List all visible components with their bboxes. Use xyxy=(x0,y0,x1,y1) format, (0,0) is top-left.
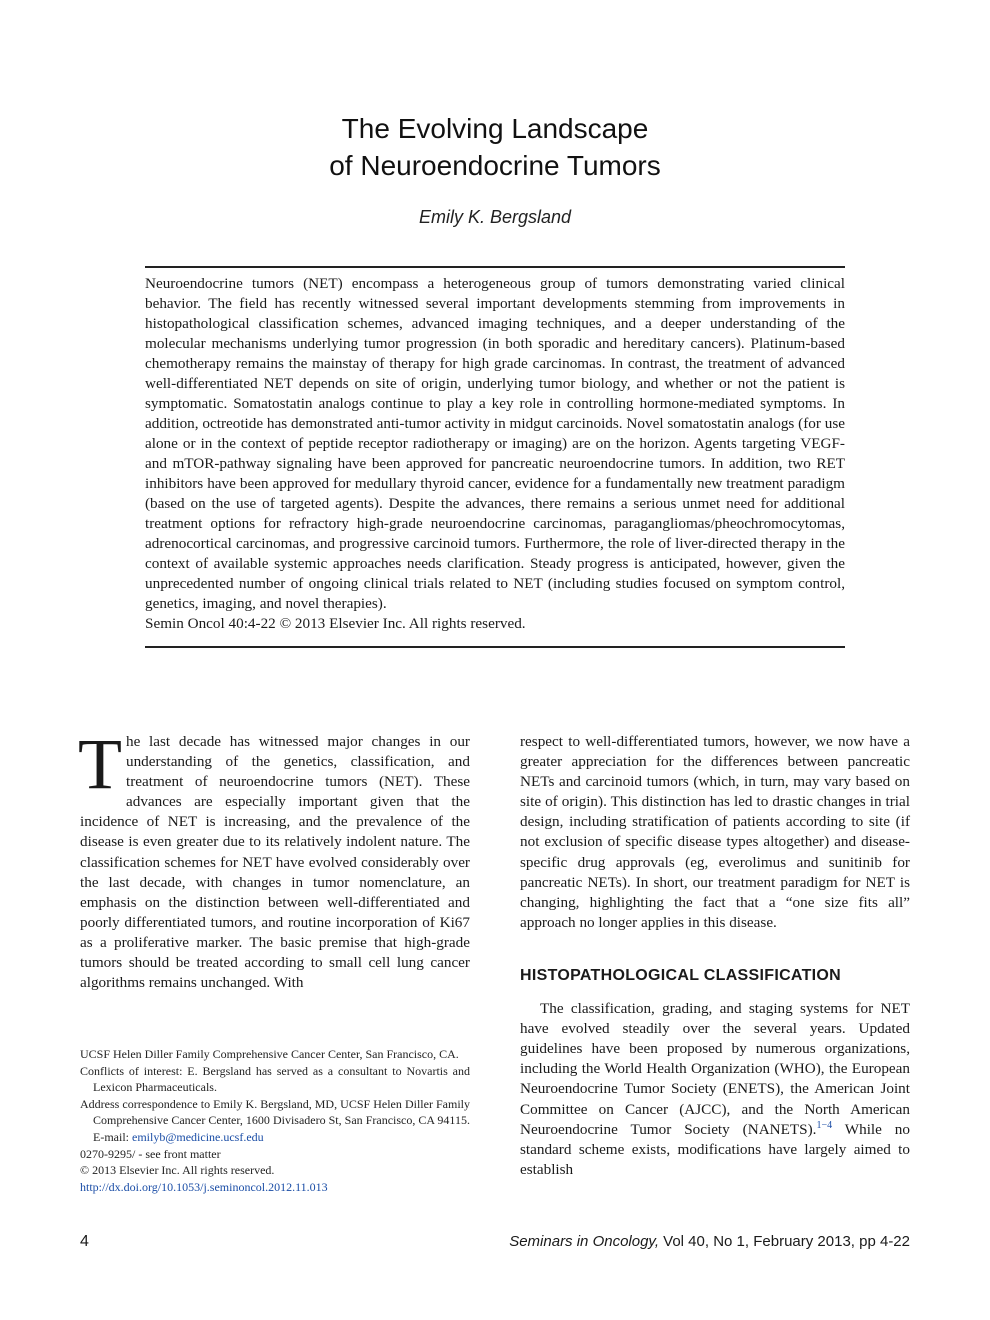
body-column-left xyxy=(78,724,470,993)
abstract-text xyxy=(145,274,845,634)
intro-paragraph xyxy=(78,724,470,993)
drop-cap: T xyxy=(78,724,122,804)
correspondence-text: Address correspondence to Emily K. Bergsland, MD, UCSF Helen Diller Family Comprehensive Cancer Center, 1600 Divisadero St, San Francisco, CA 94115. E-mail: xyxy=(80,1096,470,1144)
article-title xyxy=(0,110,990,184)
email-link[interactable]: emilyb@medicine.ucsf.edu xyxy=(132,1129,264,1144)
section-paragraph xyxy=(520,999,910,1180)
intro-continued-paragraph: respect to well-differentiated tumors, however, we now have a greater appreciation for the differences between pancreatic NETs and carcinoid tumors (which, in turn, may vary based on site of origin). This distinction has led to drastic changes in trial design, including stratification of patients according to site (if not exclusion of specific disease types altogether) and disease-specific drug approvals (eg, everolimus and sunitinib for pancreatic NETs). In short, our treatment paradigm for NET is changing, highlighting the fact that a “one size fits all” approach no longer applies in this disease. xyxy=(520,733,910,931)
section-text-2: While no standard scheme exists, modifications have largely aimed to establish xyxy=(520,1120,910,1178)
author-name: Emily K. Bergsland xyxy=(418,207,572,227)
footnote-copyright: © 2013 Elsevier Inc. All rights reserved. xyxy=(80,1163,275,1178)
section-heading-histopathology: HISTOPATHOLOGICAL CLASSIFICATION xyxy=(520,966,842,984)
footnote-conflicts: Conflicts of interest: E. Bergsland has served as a consultant to Novartis and Lexicon Pharmaceuticals. xyxy=(80,1063,470,1095)
title-line-2: of Neuroendocrine Tumors xyxy=(329,150,661,181)
intro-text: he last decade has witnessed major changes in our understanding of the genetics, classification, and treatment of neuroendocrine tumors (NET). These advances are especially important given that the incidence of NET is increasing, and the prevalence of the disease is even greater due to its relatively indolent nature. The classification schemes for NET have evolved considerably over the last decade, with changes in tumor nomenclature, an emphasis on the distinction between well-differentiated and poorly differentiated tumors, and routine incorporation of Ki67 as a proliferative marker. The basic premise that high-grade tumors should be treated according to small cell lung cancer algorithms remains unchanged. With xyxy=(80,733,470,992)
body-column-right xyxy=(520,732,910,1180)
section-text-1: The classification, grading, and staging systems for NET have evolved steadily over the several years. Updated guidelines have been proposed by numerous organizations, including the World Health Organization (WHO), the European Neuroendocrine Tumor Society (ENETS), the American Joint Committee on Cancer (AJCC), and the North American Neuroendocrine Tumor Society (NANETS). xyxy=(520,1000,910,1138)
footnote-correspondence xyxy=(80,1096,470,1146)
footnote-issn: 0270-9295/ - see front matter xyxy=(80,1146,221,1161)
journal-name: Seminars in Oncology, xyxy=(509,1233,659,1250)
abstract-citation: Semin Oncol 40:4-22 © 2013 Elsevier Inc. All rights reserved. xyxy=(145,615,526,632)
journal-citation xyxy=(509,1233,910,1250)
reference-link[interactable]: 1−4 xyxy=(816,1119,833,1131)
title-line-1: The Evolving Landscape xyxy=(341,113,649,144)
footnotes xyxy=(80,1046,470,1195)
journal-details: Vol 40, No 1, February 2013, pp 4-22 xyxy=(659,1233,910,1250)
footnote-affiliation: UCSF Helen Diller Family Comprehensive Cancer Center, San Francisco, CA. xyxy=(80,1047,459,1061)
abstract-body: Neuroendocrine tumors (NET) encompass a heterogeneous group of tumors demonstrating varied clinical behavior. The field has recently witnessed several important developments stemming from improvements in histopathological classification schemes, advanced imaging techniques, and a deeper understanding of the molecular mechanisms underlying tumor progression (in both sporadic and hereditary cancers). Platinum-based chemotherapy remains the mainstay of therapy for high grade carcinomas. In contrast, the treatment of advanced well-differentiated NET depends on site of origin, underlying tumor biology, and whether or not the patient is symptomatic. Somatostatin analogs continue to play a key role in controlling hormone-mediated symptoms. In addition, octreotide has demonstrated anti-tumor activity in midgut carcinoids. Novel somatostatin analogs (for use alone or in the context of peptide receptor radiotherapy or imaging) are on the horizon. Agents targeting VEGF- and mTOR-pathway signaling have been approved for pancreatic neuroendocrine tumors. In addition, two RET inhibitors have been approved for medullary thyroid cancer, evidence for a fundamentally new treatment paradigm (based on the use of targeted agents). Despite the advances, there remains a serious unmet need for additional treatment options for refractory high-grade neuroendocrine carcinomas, paragangliomas/pheochromocytomas, adrenocortical carcinomas, and progressive carcinoid tumors. Furthermore, the role of liver-directed therapy in the context of available systemic approaches needs clarification. Steady progress is anticipated, however, given the unprecedented number of ongoing clinical trials related to NET (including studies focused on symptom control, genetics, imaging, and novel therapies). xyxy=(145,275,845,612)
page-number: 4 xyxy=(80,1233,89,1250)
doi-link[interactable]: http://dx.doi.org/10.1053/j.seminoncol.2012.11.013 xyxy=(80,1179,328,1194)
abstract-box xyxy=(145,266,845,648)
